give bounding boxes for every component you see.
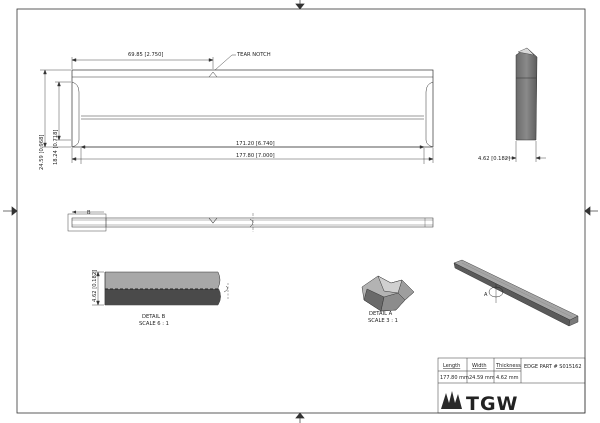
dim-inner-length: 171.20 [6.740]	[236, 141, 275, 147]
dim-inner-width: 18.24 [0.718]	[53, 129, 59, 165]
detail-a-title: DETAIL A	[369, 311, 393, 317]
section-b-label: B	[87, 210, 91, 216]
detail-b-scale: SCALE 6 : 1	[139, 321, 169, 327]
length-value: 177.80 mm	[440, 375, 469, 381]
part-number: EDGE PART # S015162	[524, 364, 582, 370]
tgw-logo	[441, 391, 519, 415]
centering-markers	[3, 0, 598, 423]
section-mark-a: A	[484, 292, 488, 298]
dim-outer-width: 24.59 [0.968]	[39, 134, 45, 170]
dim-notch-position: 69.85 [2.750]	[128, 52, 164, 58]
end-view	[505, 48, 546, 162]
top-view	[72, 70, 433, 147]
detail-a-scale: SCALE 3 : 1	[368, 318, 398, 324]
dim-overall-length: 177.80 [7.000]	[236, 153, 275, 159]
width-value: 24.59 mm	[469, 375, 495, 381]
side-view	[68, 211, 433, 233]
dim-detail-b-thickness: 4.62 [0.182]	[92, 269, 98, 302]
sheet-border	[17, 9, 585, 413]
top-view-dimensions	[40, 55, 433, 164]
tgw-logo-text: TGW	[466, 393, 519, 415]
thickness-value: 4.62 mm	[496, 375, 519, 381]
thickness-header: Thickness	[496, 363, 521, 369]
tear-notch-label: TEAR NOTCH	[237, 52, 271, 58]
dim-thickness: 4.62 [0.182]	[478, 156, 511, 162]
detail-b-view	[92, 269, 228, 305]
width-header: Width	[472, 363, 487, 369]
detail-a-view	[362, 276, 414, 311]
length-header: Length	[443, 363, 461, 369]
isometric-view	[454, 260, 578, 326]
detail-b-title: DETAIL B	[142, 314, 166, 320]
